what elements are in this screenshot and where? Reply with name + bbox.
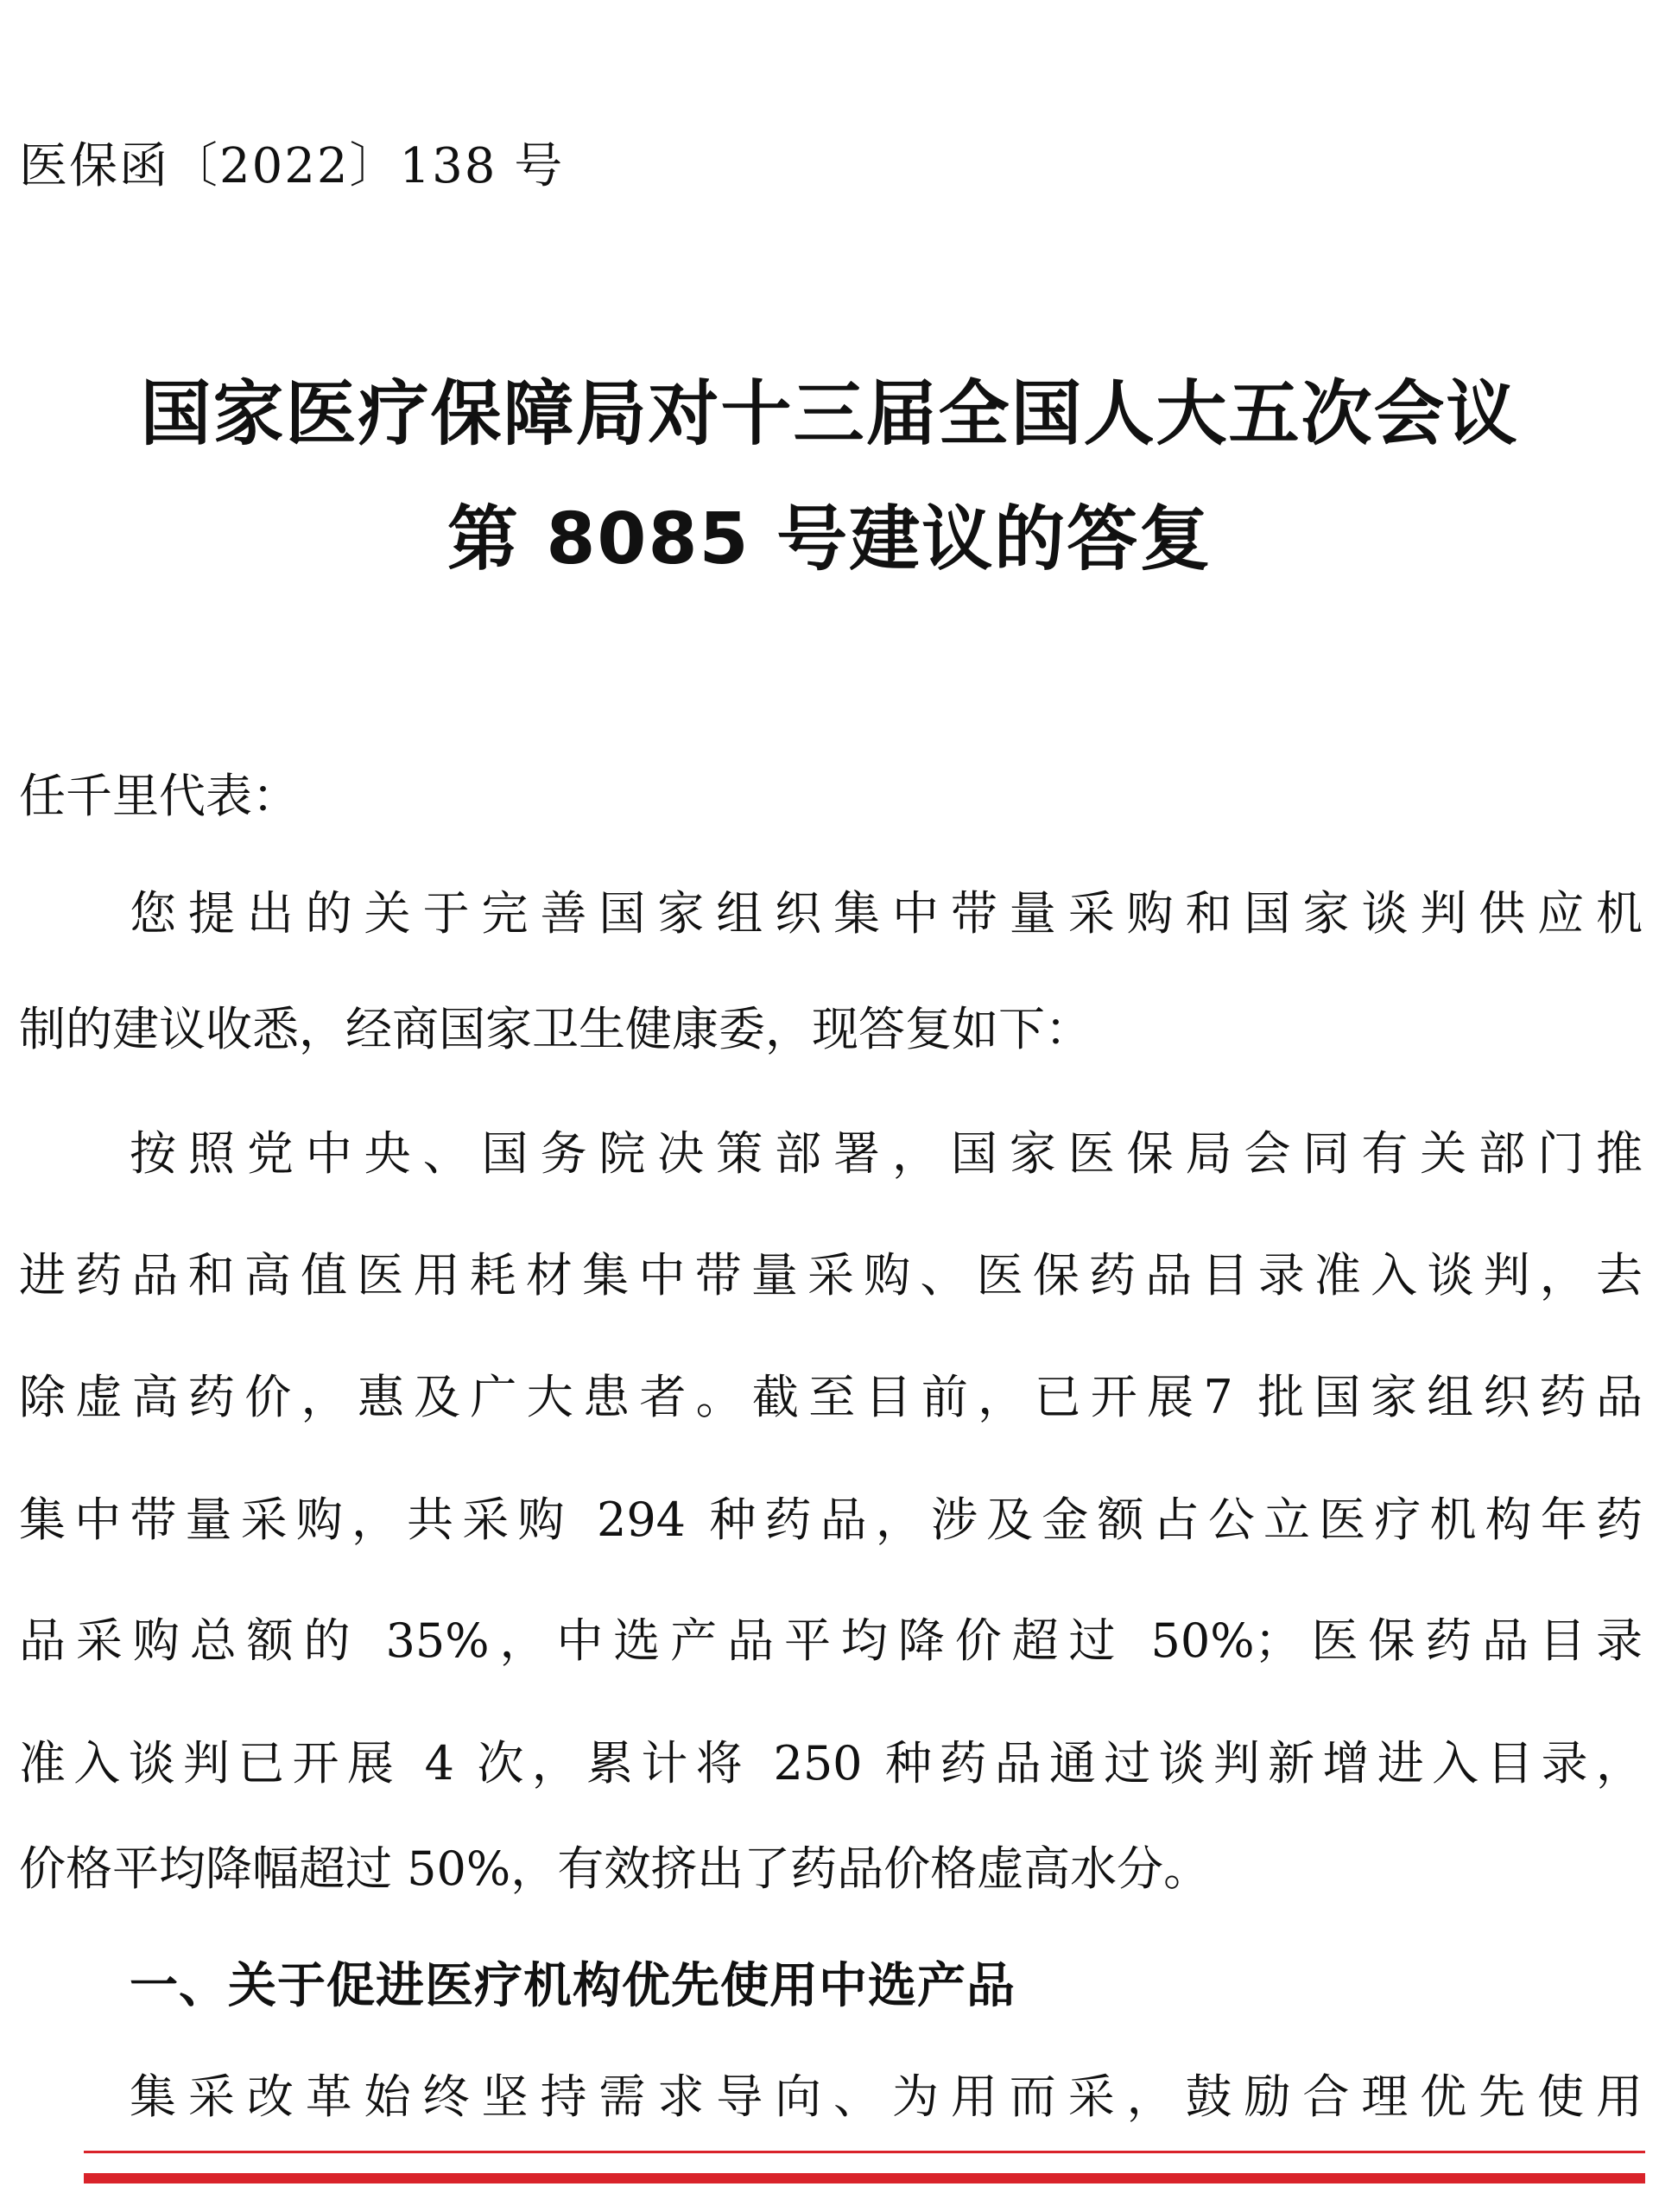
paragraph-2-line-4: 集中带量采购，共采购 294 种药品，涉及金额占公立医疗机构年药: [19, 1493, 1643, 1547]
section-heading-1: 一、关于促进医疗机构优先使用中选产品: [130, 1958, 1016, 2014]
document-title-line-1: 国家医疗保障局对十三届全国人大五次会议: [140, 373, 1519, 455]
footer-rule-thin: [84, 2151, 1645, 2153]
salutation: 任千里代表：: [19, 769, 299, 823]
paragraph-1-line-2: 制的建议收悉，经商国家卫生健康委，现答复如下：: [19, 1002, 1092, 1056]
paragraph-2-line-7: 价格平均降幅超过 50%，有效挤出了药品价格虚高水分。: [19, 1841, 1211, 1896]
section-paragraph-line-1: 集采改革始终坚持需求导向、为用而采，鼓励合理优先使用: [130, 2069, 1643, 2124]
document-title-line-2: 第 8085 号建议的答复: [446, 498, 1213, 580]
paragraph-1-line-1: 您提出的关于完善国家组织集中带量采购和国家谈判供应机: [130, 886, 1643, 941]
paragraph-2-line-6: 准入谈判已开展 4 次，累计将 250 种药品通过谈判新增进入目录，: [19, 1736, 1643, 1791]
paragraph-2-line-5: 品采购总额的 35%，中选产品平均降价超过 50%；医保药品目录: [19, 1613, 1643, 1668]
paragraph-2-line-3: 除虚高药价，惠及广大患者。截至目前，已开展7 批国家组织药品: [19, 1370, 1643, 1424]
paragraph-2-line-1: 按照党中央、国务院决策部署，国家医保局会同有关部门推: [130, 1126, 1643, 1181]
paragraph-2-line-2: 进药品和高值医用耗材集中带量采购、医保药品目录准入谈判，去: [19, 1248, 1643, 1302]
document-number: 医保函〔2022〕138 号: [19, 138, 565, 194]
footer-rule-thick: [84, 2173, 1645, 2183]
